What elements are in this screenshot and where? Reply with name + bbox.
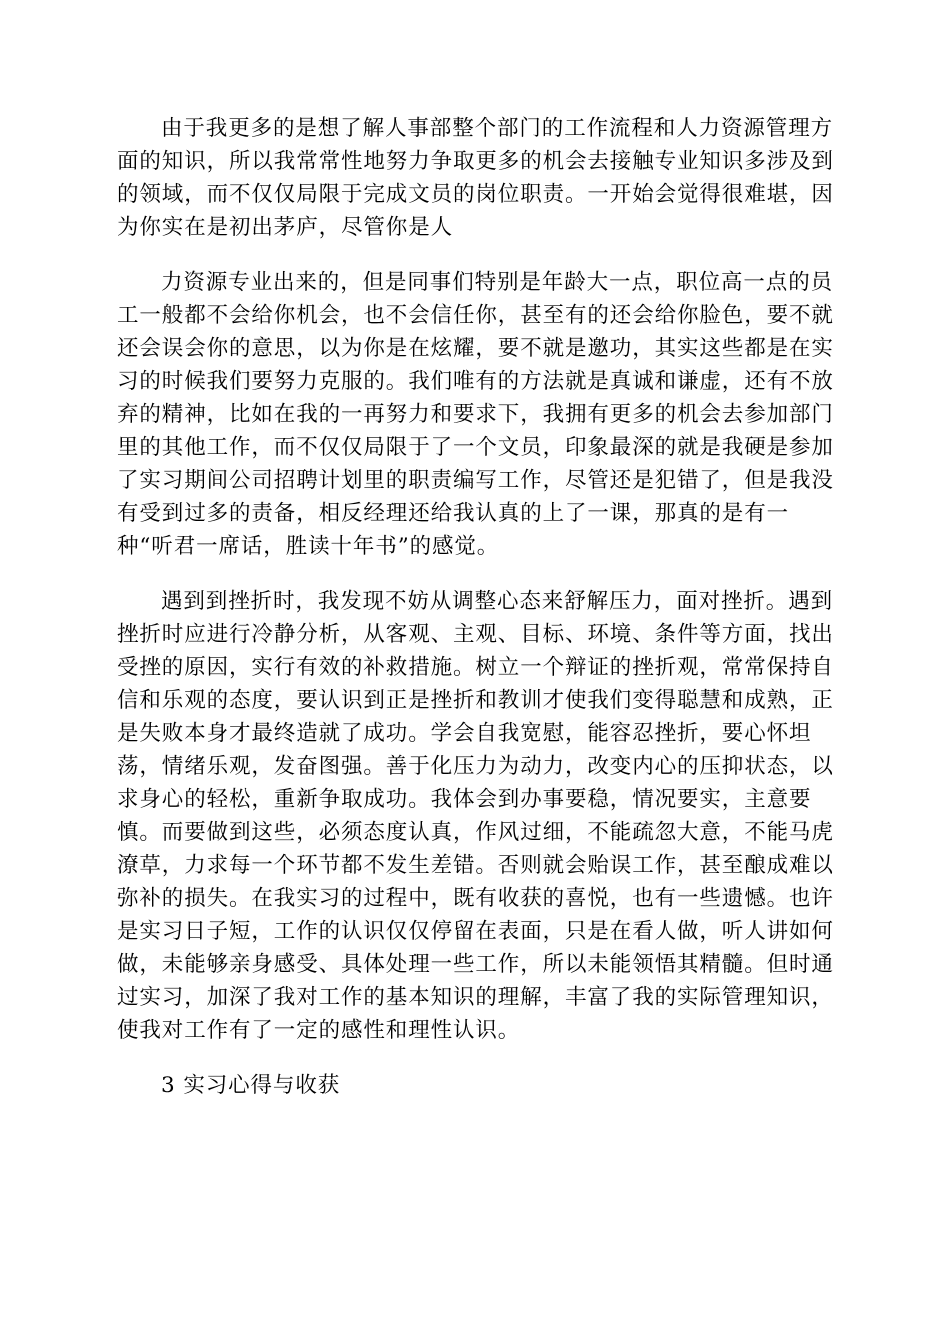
paragraph-line: 工一般都不会给你机会，也不会信任你，甚至有的还会给你脸色，要不就 bbox=[117, 303, 834, 328]
paragraph-line: 的领域，而不仅仅局限于完成文员的岗位职责。一开始会觉得很难堪，因 bbox=[117, 182, 834, 207]
paragraph-line: 力资源专业出来的，但是同事们特别是年龄大一点，职位高一点的员 bbox=[161, 270, 834, 295]
paragraph-line: 为你实在是初出茅庐，尽管你是人 bbox=[117, 215, 454, 240]
paragraph-line: 种“听君一席话，胜读十年书”的感觉。 bbox=[117, 534, 500, 559]
paragraph-line: 是失败本身才最终造就了成功。学会自我宽慰，能容忍挫折，要心怀坦 bbox=[117, 721, 812, 746]
paragraph-line: 了实习期间公司招聘计划里的职责编写工作，尽管还是犯错了，但是我没 bbox=[117, 468, 834, 493]
paragraph-line: 习的时候我们要努力克服的。我们唯有的方法就是真诚和谦虚，还有不放 bbox=[117, 369, 834, 394]
paragraph-line: 慎。而要做到这些，必须态度认真，作风过细，不能疏忽大意，不能马虎 bbox=[117, 820, 834, 845]
document-page bbox=[117, 112, 833, 1102]
paragraph-line: 信和乐观的态度，要认识到正是挫折和教训才使我们变得聪慧和成熟，正 bbox=[117, 688, 834, 713]
paragraph-line: 里的其他工作，而不仅仅局限于了一个文员，印象最深的就是我硬是参加 bbox=[117, 435, 834, 460]
paragraph-line: 还会误会你的意思，以为你是在炫耀，要不就是邀功，其实这些都是在实 bbox=[117, 336, 834, 361]
paragraph-line: 做，未能够亲身感受、具体处理一些工作，所以未能领悟其精髓。但时通 bbox=[117, 952, 834, 977]
paragraph-line: 是实习日子短，工作的认识仅仅停留在表面，只是在看人做，听人讲如何 bbox=[117, 919, 834, 944]
paragraph-line: 由于我更多的是想了解人事部整个部门的工作流程和人力资源管理方 bbox=[161, 116, 834, 141]
paragraph-line: 潦草，力求每一个环节都不发生差错。否则就会贻误工作，甚至酿成难以 bbox=[117, 853, 834, 878]
paragraph-line: 求身心的轻松，重新争取成功。我体会到办事要稳，情况要实，主意要 bbox=[117, 787, 812, 812]
paragraph-1 bbox=[117, 112, 833, 244]
paragraph-line: 遇到到挫折时，我发现不妨从调整心态来舒解压力，面对挫折。遇到 bbox=[161, 589, 834, 614]
paragraph-gap bbox=[117, 563, 833, 585]
paragraph-line: 弃的精神，比如在我的一再努力和要求下，我拥有更多的机会去参加部门 bbox=[117, 402, 834, 427]
paragraph-line: 弥补的损失。在我实习的过程中，既有收获的喜悦，也有一些遗憾。也许 bbox=[117, 886, 834, 911]
paragraph-line: 受挫的原因，实行有效的补救措施。树立一个辩证的挫折观，常常保持自 bbox=[117, 655, 834, 680]
paragraph-2 bbox=[117, 266, 833, 563]
paragraph-3 bbox=[117, 585, 833, 1047]
paragraph-line: 面的知识，所以我常常性地努力争取更多的机会去接触专业知识多涉及到 bbox=[117, 149, 834, 174]
paragraph-gap bbox=[117, 1047, 833, 1069]
section-heading: 3 实习心得与收获 bbox=[161, 1073, 341, 1098]
paragraph-gap bbox=[117, 244, 833, 266]
paragraph-line: 荡，情绪乐观，发奋图强。善于化压力为动力，改变内心的压抑状态，以 bbox=[117, 754, 834, 779]
paragraph-line: 过实习，加深了我对工作的基本知识的理解，丰富了我的实际管理知识， bbox=[117, 985, 834, 1010]
paragraph-line: 使我对工作有了一定的感性和理性认识。 bbox=[117, 1018, 521, 1043]
paragraph-line: 挫折时应进行冷静分析，从客观、主观、目标、环境、条件等方面，找出 bbox=[117, 622, 834, 647]
paragraph-line: 有受到过多的责备，相反经理还给我认真的上了一课，那真的是有一 bbox=[117, 501, 790, 526]
